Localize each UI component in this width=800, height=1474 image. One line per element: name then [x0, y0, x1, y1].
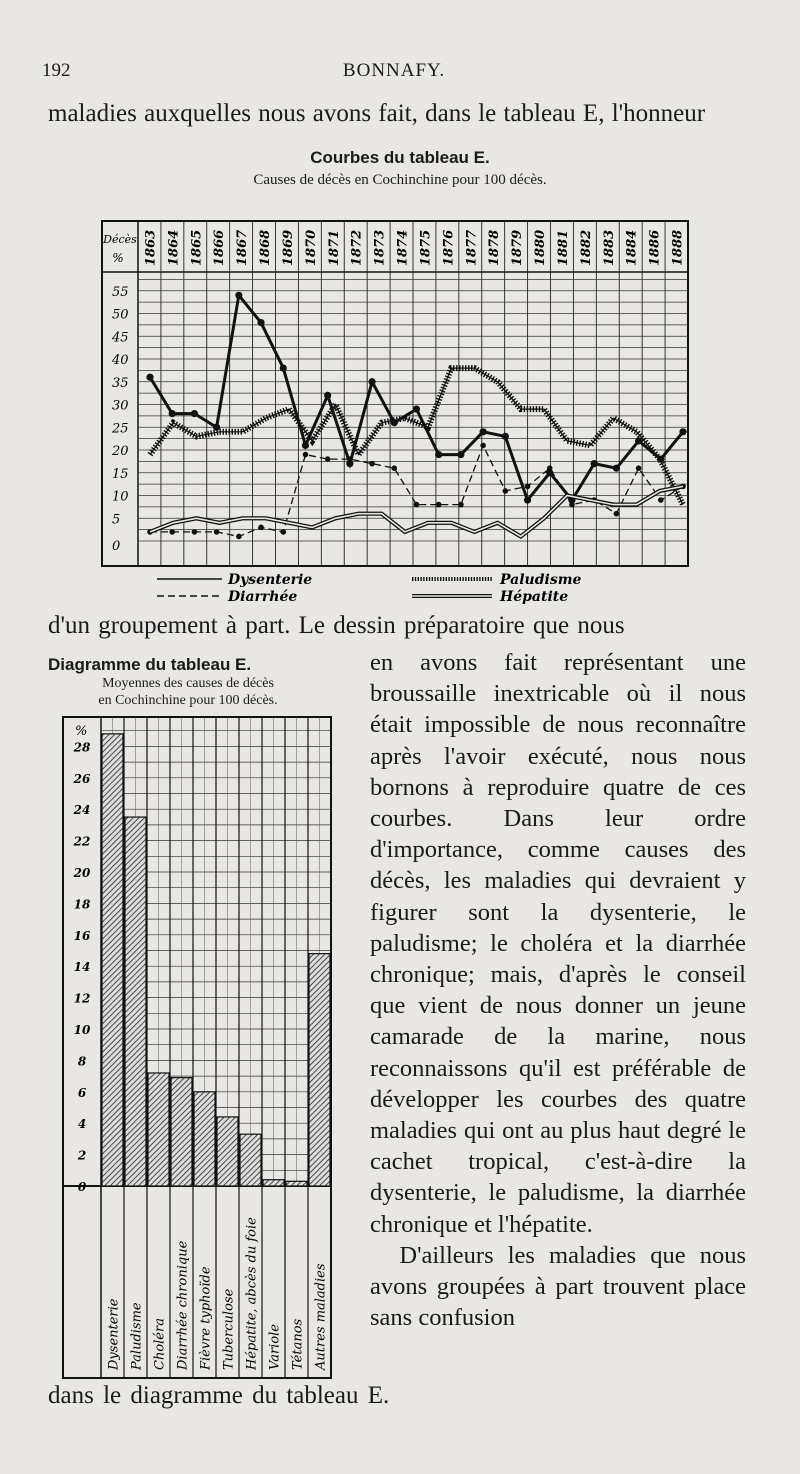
corner-label: % [75, 724, 88, 739]
legend-label: Paludisme [500, 572, 582, 588]
y-tick-label: 35 [112, 375, 129, 391]
page-number: 192 [42, 60, 71, 81]
x-tick-label: 1873 [372, 229, 388, 266]
paragraph: D'ailleurs les maladies que nous avons groupées à part trouvent place sans confusion [370, 1241, 746, 1332]
chart2-subtitle-line: Moyennes des causes de décès [102, 676, 274, 691]
x-tick-label: 1872 [349, 229, 365, 266]
bar-0 [102, 734, 123, 1186]
y-tick-label: 30 [112, 398, 129, 414]
category-label: Tuberculose [221, 1288, 237, 1370]
x-tick-label: 1864 [166, 229, 182, 266]
y-tick-label: 2 [77, 1148, 87, 1163]
y-tick-label: 26 [73, 771, 91, 786]
body-text-line: d'un groupement à part. Le dessin préparatoire que nous [48, 612, 625, 639]
x-tick-label: 1876 [441, 229, 457, 266]
chart2-subtitle-line: en Cochinchine pour 100 décès. [98, 693, 278, 708]
bar-7 [263, 1180, 284, 1186]
paragraph: en avons fait représentant une broussaille inextricable où il nous était impossible de nous reconnaître après l'avoir exécuté, nous nous bornons à reproduire quatre de ces courbes. Dans leur ordre d'importance, comme causes des décès, les maladies qui devraient y figurer sont la dysenterie, le paludisme; le choléra et la diarrhée chronique; mais, d'après le conseil que vient de nous donner un jeune camarade de la marine, nous reconnaissons qu'il est préférable de développer les courbes des quatre maladies qui ont au plus haut degré le cachet tropical, c'est-à-dire la dysenterie, le paludisme, la diarrhée chronique et l'hépatite. [370, 649, 746, 1238]
x-tick-label: 1880 [533, 229, 549, 266]
legend-label: Hépatite [500, 589, 569, 605]
x-tick-label: 1881 [555, 229, 571, 266]
bar-5 [217, 1117, 238, 1186]
x-tick-label: 1865 [189, 229, 205, 266]
bar-2 [148, 1073, 169, 1186]
y-tick-label: 25 [112, 421, 129, 437]
x-tick-label: 1883 [601, 229, 617, 266]
y-tick-label: 12 [73, 991, 91, 1006]
bar-6 [240, 1134, 261, 1186]
category-label: Fièvre typhoïde [198, 1266, 214, 1370]
x-tick-label: 1870 [303, 229, 319, 266]
y-tick-label: 15 [112, 466, 129, 482]
x-tick-label: 1863 [143, 229, 159, 266]
x-tick-label: 1882 [578, 229, 594, 266]
bar-4 [194, 1092, 215, 1186]
category-label: Tétanos [290, 1318, 306, 1370]
y-tick-label: 22 [73, 834, 91, 849]
x-tick-label: 1871 [326, 229, 342, 266]
x-tick-label: 1874 [395, 229, 411, 266]
y-tick-label: 5 [112, 512, 121, 528]
x-tick-label: 1886 [647, 229, 663, 266]
bar-8 [286, 1181, 307, 1186]
y-tick-label: 45 [112, 330, 129, 346]
y-tick-label: 20 [112, 444, 129, 459]
category-label: Dysenterie [106, 1298, 122, 1370]
y-tick-label: 4 [77, 1117, 87, 1132]
y-tick-label: 20 [73, 866, 91, 880]
chart1-subtitle: Causes de décès en Cochinchine pour 100 décès. [253, 172, 547, 188]
y-tick-label: 14 [73, 960, 91, 975]
x-tick-label: 1888 [670, 229, 686, 266]
x-tick-label: 1884 [624, 229, 640, 266]
y-tick-label: 50 [112, 307, 129, 323]
bar-1 [125, 817, 146, 1186]
corner-label: Décès [103, 233, 137, 246]
y-tick-label: 0 [77, 1180, 87, 1194]
chart1-title: Courbes du tableau E. [310, 148, 490, 167]
running-title: BONNAFY. [342, 60, 446, 81]
x-tick-label: 1868 [258, 229, 274, 266]
y-tick-label: 16 [73, 928, 91, 943]
category-label: Paludisme [129, 1302, 145, 1370]
bar-3 [171, 1078, 192, 1186]
body-text-line: dans le diagramme du tableau E. [48, 1382, 390, 1409]
category-label: Autres maladies [313, 1263, 329, 1370]
category-label: Diarrhée chronique [175, 1240, 191, 1370]
x-tick-label: 1867 [235, 229, 251, 266]
y-tick-label: 10 [112, 489, 129, 505]
category-label: Variole [267, 1324, 283, 1370]
x-tick-label: 1877 [464, 229, 480, 266]
y-tick-label: 24 [73, 803, 91, 818]
x-tick-label: 1879 [510, 229, 526, 266]
x-tick-label: 1875 [418, 229, 434, 266]
y-tick-label: 8 [77, 1054, 87, 1069]
bar-9 [309, 954, 330, 1186]
x-tick-label: 1878 [487, 229, 503, 266]
corner-label: % [112, 251, 124, 265]
y-tick-label: 0 [112, 539, 121, 554]
x-tick-label: 1866 [212, 229, 228, 266]
y-tick-label: 10 [73, 1023, 91, 1037]
legend-label: Diarrhée [228, 589, 298, 605]
y-tick-label: 18 [73, 897, 91, 912]
x-tick-label: 1869 [280, 229, 296, 266]
chart2-title: Diagramme du tableau E. [48, 655, 252, 674]
body-text-line: maladies auxquelles nous avons fait, dans le tableau E, l'honneur [48, 100, 706, 127]
category-label: Hépatite, abcès du foie [244, 1217, 260, 1370]
text-column [370, 647, 746, 1333]
y-tick-label: 55 [112, 284, 129, 300]
category-label: Choléra [152, 1318, 168, 1370]
legend-label: Dysenterie [228, 572, 313, 588]
y-tick-label: 28 [73, 740, 91, 755]
y-tick-label: 40 [112, 353, 129, 368]
y-tick-label: 6 [77, 1085, 87, 1100]
